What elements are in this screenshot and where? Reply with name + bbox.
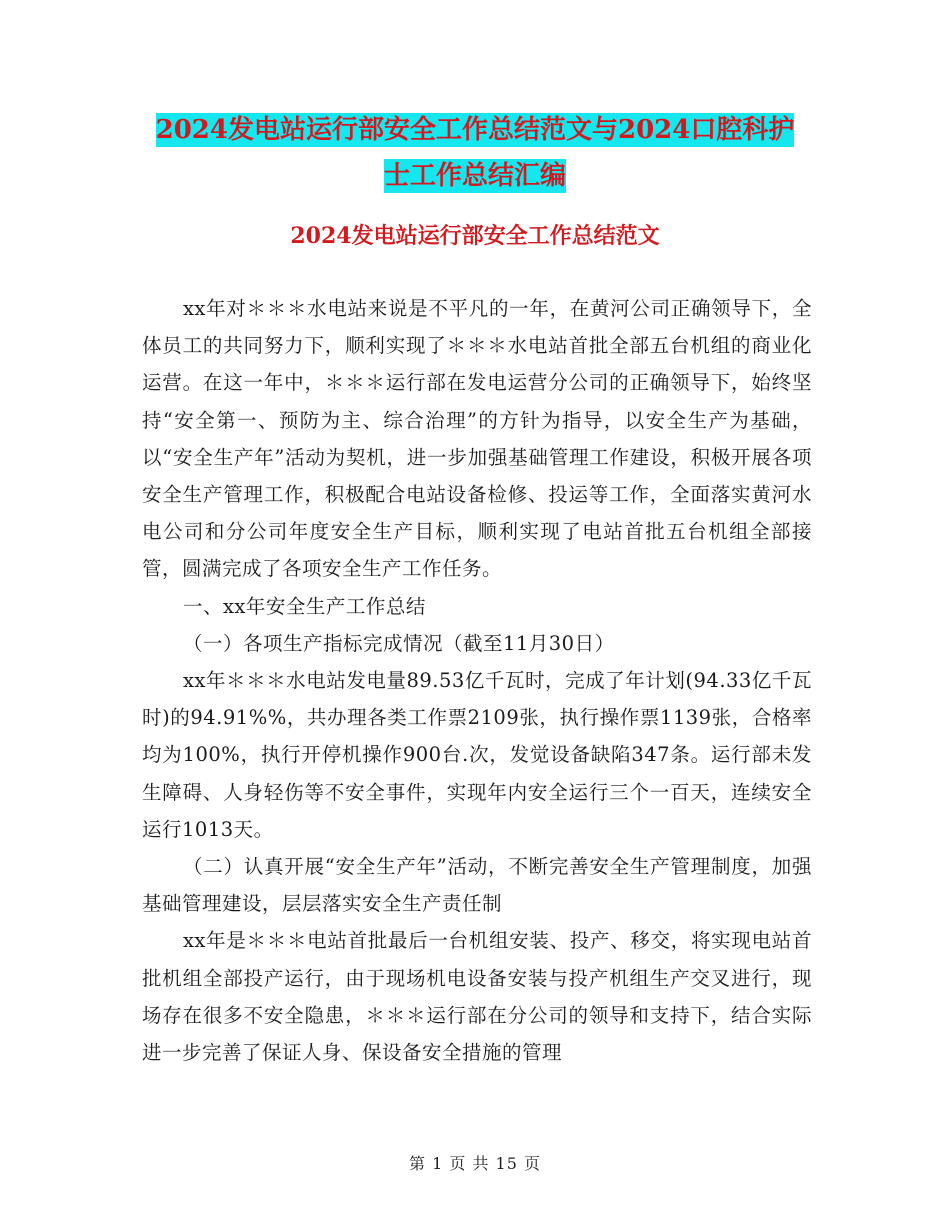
document-body xyxy=(142,290,812,1071)
document-title-line-1: 2024发电站运行部安全工作总结范文与2024口腔科护 xyxy=(155,115,795,145)
paragraph-safety-management: xx年是＊＊＊电站首批最后一台机组安装、投产、移交，将实现电站首批机组全部投产运行，由于现场机电设备安装与投产机组生产交叉进行，现场存在很多不安全隐患，＊＊＊运行部在分公司的领导和支持下，结合实际进一步完善了保证人身、保设备安全措施的管理 xyxy=(142,929,812,1065)
paragraph-production-indicators: xx年＊＊＊水电站发电量89.53亿千瓦时，完成了年计划(94.33亿千瓦时)的94.91%%，共办理各类工作票2109张，执行操作票1139张，合格率均为100%，执行开停机操作900台.次，发觉设备缺陷347条。运行部未发生障碍、人身轻伤等不安全事件，实现年内安全运行三个一百天，连续安全运行1013天。 xyxy=(142,669,812,841)
heading-section-1: 一、xx年安全生产工作总结 xyxy=(182,594,426,618)
paragraph-intro: xx年对＊＊＊水电站来说是不平凡的一年，在黄河公司正确领导下，全体员工的共同努力下，顺利实现了＊＊＊水电站首批全部五台机组的商业化运营。在这一年中，＊＊＊运行部在发电运营分公司的正确领导下，始终坚持“安全第一、预防为主、综合治理”的方针为指导，以安全生产为基础，以“安全生产年”活动为契机，进一步加强基础管理工作建设，积极开展各项安全生产管理工作，积极配合电站设备检修、投运等工作，全面落实黄河水电公司和分公司年度安全生产目标，顺利实现了电站首批五台机组全部接管，圆满完成了各项安全生产工作任务。 xyxy=(142,297,812,581)
heading-subsection-1: （一）各项生产指标完成情况（截至11月30日） xyxy=(182,631,615,655)
document-title-line-2: 士工作总结汇编 xyxy=(383,161,566,191)
heading-subsection-2: （二）认真开展“安全生产年”活动，不断完善安全生产管理制度，加强基础管理建设，层层落实安全生产责任制 xyxy=(142,855,812,916)
document-title xyxy=(0,107,950,199)
page-footer: 第 1 页 共 15 页 xyxy=(409,1154,541,1173)
section-title: 2024发电站运行部安全工作总结范文 xyxy=(290,223,660,249)
